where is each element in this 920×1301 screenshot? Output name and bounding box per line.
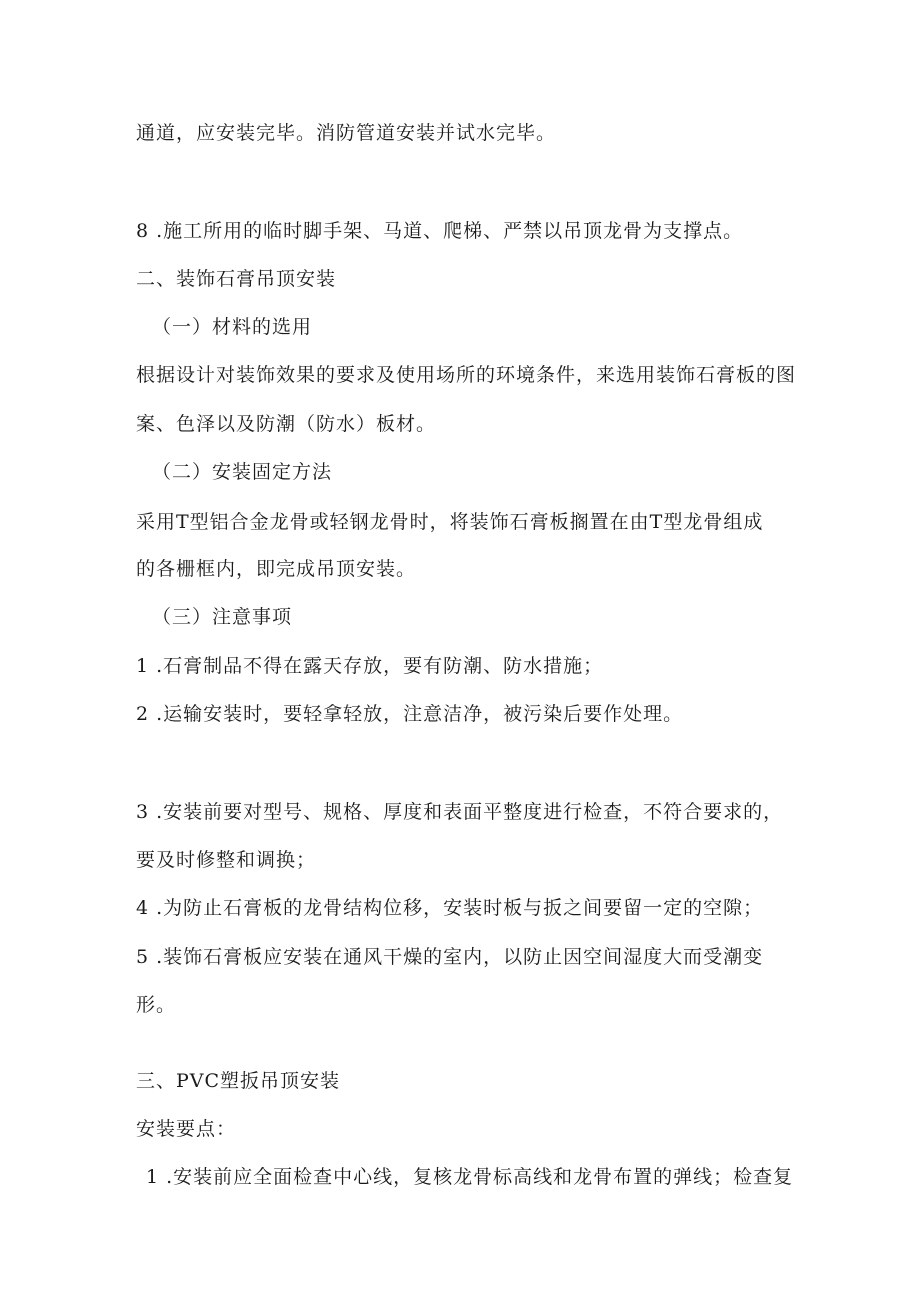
paragraph-line: 通道，应安装完毕。消防管道安装并试水完毕。 <box>136 122 557 144</box>
list-item-2: 2 .运输安装时，要轻拿轻放，注意洁净，被污染后要作处理。 <box>136 703 684 725</box>
subsection-heading-installation: （二）安装固定方法 <box>152 461 333 483</box>
list-item-1: 1 .安装前应全面检查中心线，复核龙骨标高线和龙骨布置的弹线；检查复 <box>146 1166 794 1188</box>
list-item-8: 8 .施工所用的临时脚手架、马道、爬梯、严禁以吊顶龙骨为支撑点。 <box>136 220 744 242</box>
section-heading-3: 三、PVC塑扳吊顶安装 <box>136 1070 341 1092</box>
paragraph-line: 根据设计对装饰效果的要求及使用场所的环境条件，来选用装饰石膏板的图 <box>136 364 797 386</box>
subsection-heading-materials: （一）材料的选用 <box>152 316 313 338</box>
paragraph-line: 安装要点： <box>136 1118 237 1140</box>
list-item-5: 5 .装饰石膏板应安装在通风干燥的室内，以防止因空间湿度大而受潮变 <box>136 946 764 968</box>
paragraph-line: 的各栅框内，即完成吊顶安装。 <box>136 558 417 580</box>
paragraph-line: 案、色泽以及防潮（防水）板材。 <box>136 413 437 435</box>
list-item-3: 3 .安装前要对型号、规格、厚度和表面平整度进行检查，不符合要求的， <box>136 801 784 823</box>
subsection-heading-notes: （三）注意事项 <box>152 606 293 628</box>
paragraph-line: 形。 <box>136 994 177 1016</box>
paragraph-line: 采用T型铝合金龙骨或轻钢龙骨时，将装饰石膏板搁置在由T型龙骨组成 <box>136 511 764 533</box>
list-item-4: 4 .为防止石膏板的龙骨结构位移，安装时板与扳之间要留一定的空隙； <box>136 897 764 919</box>
paragraph-line: 要及时修整和调换； <box>136 849 317 871</box>
list-item-1: 1 .石膏制品不得在露天存放，要有防潮、防水措施； <box>136 655 604 677</box>
section-heading-2: 二、装饰石膏吊顶安装 <box>136 268 337 290</box>
